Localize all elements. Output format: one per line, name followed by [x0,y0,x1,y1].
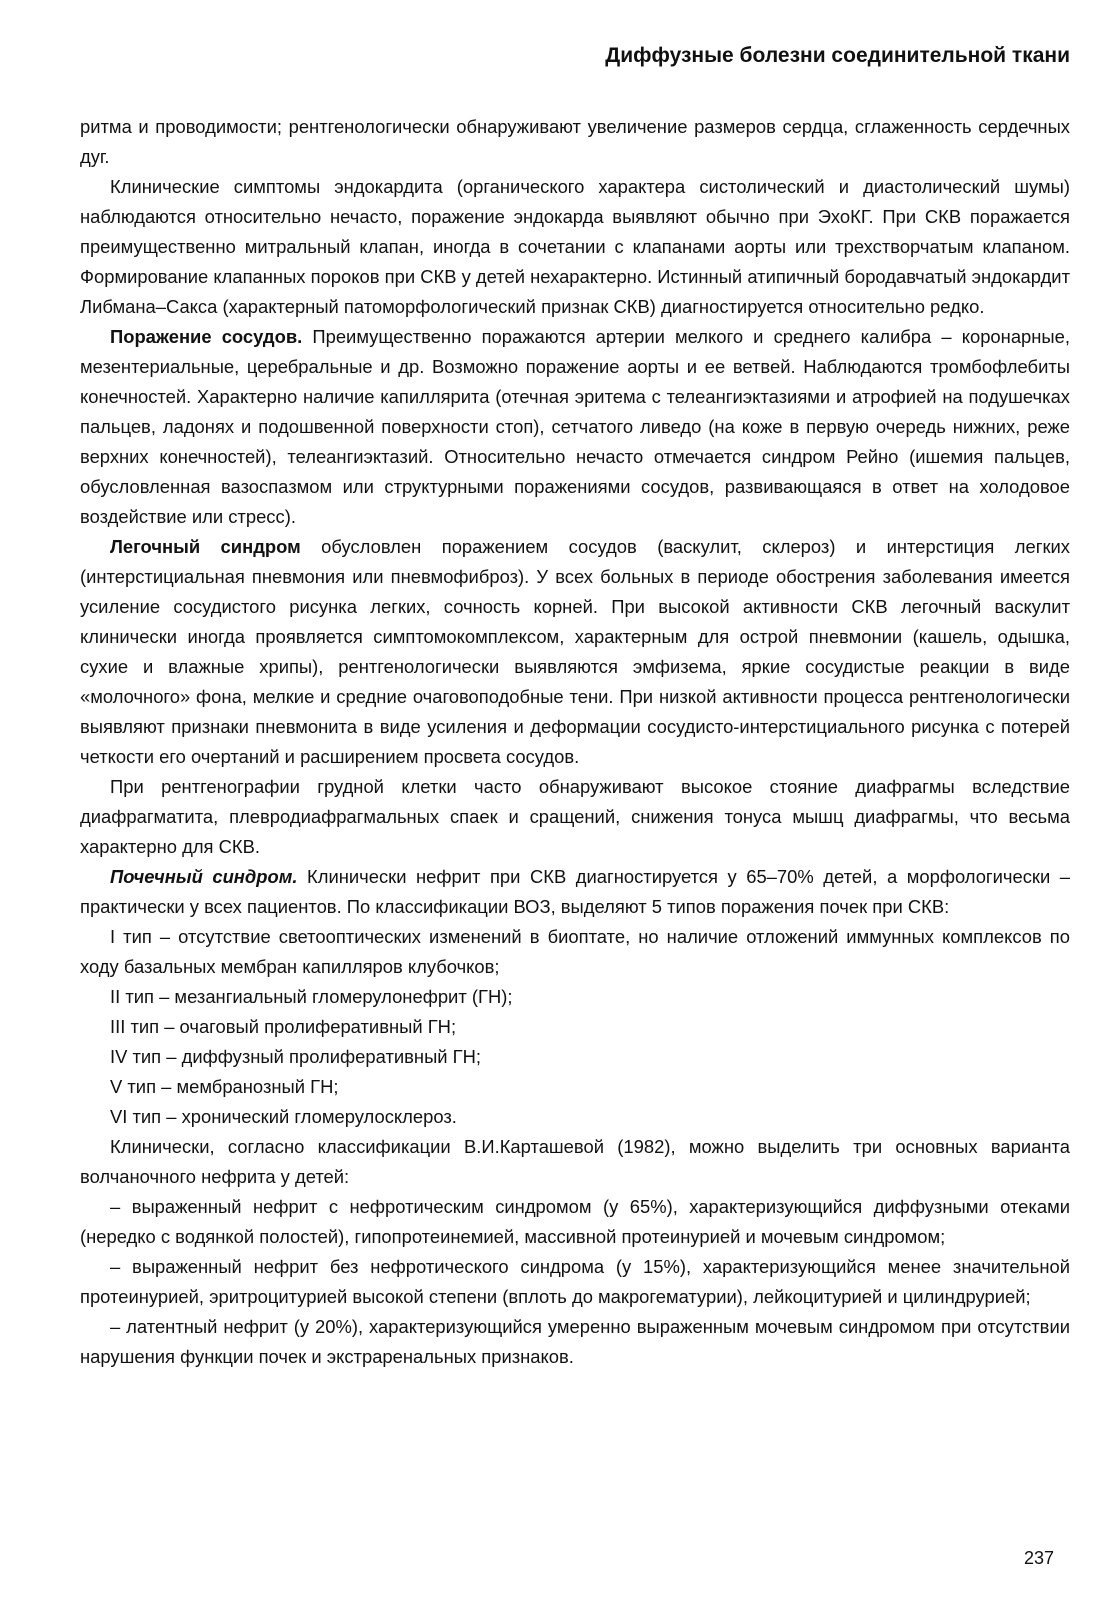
list-item-type-2: II тип – мезангиальный гломерулонефрит (ГН); [110,986,513,1007]
list-item-type-4: IV тип – диффузный пролиферативный ГН; [110,1046,482,1067]
list-item-variant-1: – выраженный нефрит с нефротическим синдромом (у 65%), характеризующийся диффузными отеками (нередко с водянкой полостей), гипопротеинемией, массивной протеинурией и мочевым синдромом; [80,1196,1070,1247]
list-item-type-6: VI тип – хронический гломерулосклероз. [110,1106,457,1127]
page-body [80,112,1070,1372]
list-item-variant-3: – латентный нефрит (у 20%), характеризующийся умеренно выраженным мочевым синдромом при отсутствии нарушения функции почек и экстраренальных признаков. [80,1316,1070,1367]
paragraph-classification: Клинически, согласно классификации В.И.Карташевой (1982), можно выделить три основных варианта волчаночного нефрита у детей: [80,1136,1070,1187]
list-item-type-1: I тип – отсутствие светооптических изменений в биоптате, но наличие отложений иммунных комплексов по ходу базальных мембран капилляров клубочков; [80,926,1070,977]
paragraph-kidneys-text: Клинически нефрит при СКВ диагностируется у 65–70% детей, а морфологически – практически у всех пациентов. По классификации ВОЗ, выделяют 5 типов поражения почек при СКВ: [80,866,1070,917]
paragraph-vessels [80,322,1070,532]
page-number: 237 [1023,1548,1054,1568]
paragraph-lungs [80,532,1070,772]
paragraph-kidneys [80,862,1070,922]
heading-lungs: Легочный синдром [110,536,301,557]
running-header: Диффузные болезни соединительной ткани [605,44,1070,67]
list-item-type-3: III тип – очаговый пролиферативный ГН; [110,1016,457,1037]
heading-vessels: Поражение сосудов. [110,326,303,347]
paragraph-lungs-text: обусловлен поражением сосудов (васкулит, склероз) и интерстиция легких (интерстициальная пневмония или пневмофиброз). У всех больных в периоде обострения заболевания имеется усиление сосудистого рисунка легких, сочность корней. При высокой активности СКВ легочный васкулит клинически иногда проявляется симптомокомплексом, характерным для острой пневмонии (кашель, одышка, сухие и влажные хрипы), рентгенологически выявляются эмфизема, яркие сосудистые реакции в виде «молочного» фона, мелкие и средние очаговоподобные тени. При низкой активности процесса рентгенологически выявляют признаки пневмонита в виде усиления и деформации сосудисто-интерстициального рисунка с потерей четкости его очертаний и расширением просвета сосудов. [80,536,1070,767]
paragraph-endocarditis: Клинические симптомы эндокардита (органического характера систолический и диастолический шумы) наблюдаются относительно нечасто, поражение эндокарда выявляют обычно при ЭхоКГ. При СКВ поражается преимущественно митральный клапан, иногда в сочетании с клапанами аорты или трехстворчатым клапаном. Формирование клапанных пороков при СКВ у детей нехарактерно. Истинный атипичный бородавчатый эндокардит Либмана–Сакса (характерный патоморфологический признак СКВ) диагностируется относительно редко. [80,176,1070,317]
paragraph-vessels-text: Преимущественно поражаются артерии мелкого и среднего калибра – коронарные, мезентериальные, церебральные и др. Возможно поражение аорты и ее ветвей. Наблюдаются тромбофлебиты конечностей. Характерно наличие капиллярита (отечная эритема с телеангиэктазиями и атрофией на подушечках пальцев, ладонях и подошвенной поверхности стоп), сетчатого ливедо (на коже в первую очередь нижних, реже верхних конечностей), телеангиэктазий. Относительно нечасто отмечается синдром Рейно (ишемия пальцев, обусловленная вазоспазмом или структурными поражениями сосудов, развивающаяся в ответ на холодовое воздействие или стресс). [80,326,1070,527]
list-item-variant-2: – выраженный нефрит без нефротического синдрома (у 15%), характеризующийся менее значительной протеинурией, эритроцитурией высокой степени (вплоть до макрогематурии), лейкоцитурией и цилиндрурией; [80,1256,1070,1307]
list-item-type-5: V тип – мембранозный ГН; [110,1076,339,1097]
heading-kidneys: Почечный синдром. [110,866,298,887]
paragraph-cardio-continued: ритма и проводимости; рентгенологически обнаруживают увеличение размеров сердца, сглаженность сердечных дуг. [80,116,1070,167]
paragraph-xray: При рентгенографии грудной клетки часто обнаруживают высокое стояние диафрагмы вследствие диафрагматита, плевродиафрагмальных спаек и сращений, снижения тонуса мышц диафрагмы, что весьма характерно для СКВ. [80,776,1070,857]
